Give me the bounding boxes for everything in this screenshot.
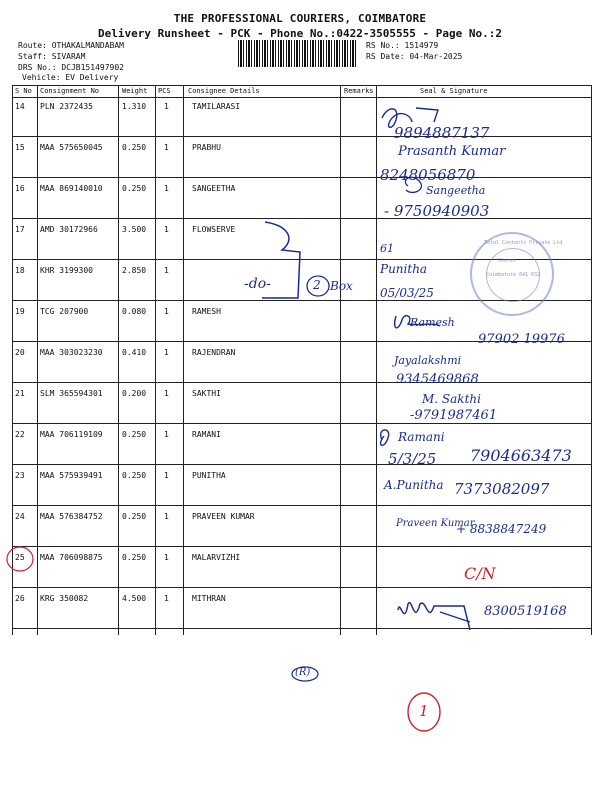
cell-consignment-no: MAA 706119109: [40, 430, 103, 439]
cell-consignment-no: AMD 30172966: [40, 225, 98, 234]
barcode: [238, 40, 358, 67]
hw-row15-name: Prasanth Kumar: [398, 144, 506, 159]
cell-pcs: 1: [164, 512, 169, 521]
cell-consignee: MITHRAN: [192, 594, 226, 603]
drs-label: DRS No.: DCJB151497902: [18, 63, 124, 72]
runsheet-subtitle: Delivery Runsheet - PCK - Phone No.:0422-3505555 - Page No.:2: [98, 27, 502, 40]
col-header-weight: Weight: [122, 87, 148, 95]
cell-consignee: PRABHU: [192, 143, 221, 152]
cell-consignee: PRAVEEN KUMAR: [192, 512, 255, 521]
cell-consignment-no: KRG 350082: [40, 594, 89, 603]
cell-pcs: 1: [164, 225, 169, 234]
col-header-consignment: Consignment No: [40, 87, 100, 95]
hw-ditto-mark: -do-: [244, 276, 271, 292]
cell-pcs: 1: [164, 348, 169, 357]
col-divider: [183, 85, 184, 635]
hw-row15-phone: 8248056870: [380, 166, 476, 184]
cell-consignment-no: KHR 3199300: [40, 266, 93, 275]
stamp-text-bottom: Coimbatore 641 032: [486, 272, 541, 278]
hw-row16-name: Sangeetha: [426, 184, 486, 197]
rs-date: RS Date: 04-Mar-2025: [366, 52, 463, 61]
col-divider: [340, 85, 341, 635]
cell-pcs: 1: [164, 430, 169, 439]
hw-row25-mark: C/N: [464, 564, 496, 583]
col-divider: [155, 85, 156, 635]
cell-weight: 0.250: [122, 184, 147, 193]
cell-consignment-no: PLN 2372435: [40, 102, 93, 111]
row-separator: [12, 587, 592, 588]
table-left-border: [12, 85, 13, 635]
cell-weight: 0.080: [122, 307, 147, 316]
cell-consignment-no: TCG 207900: [40, 307, 89, 316]
row-separator: [12, 136, 592, 137]
cell-consignee: SAKTHI: [192, 389, 221, 398]
cell-weight: 0.410: [122, 348, 147, 357]
hw-row23-name: A.Punitha: [384, 478, 444, 492]
cell-weight: 0.250: [122, 553, 147, 562]
cell-consignee: RAMANI: [192, 430, 221, 439]
cell-consignee: MALARVIZHI: [192, 553, 241, 562]
staff-label: Staff: SIVARAM: [18, 52, 86, 61]
col-header-consignee: Consignee Details: [188, 87, 260, 95]
stamp-text-top: Total Contents Private Ltd: [484, 240, 563, 246]
table-right-border: [591, 85, 592, 635]
cell-consignee: FLOWSERVE: [192, 225, 236, 234]
cell-pcs: 1: [164, 184, 169, 193]
cell-sno: 20: [15, 348, 25, 357]
row-separator: [12, 628, 592, 629]
hw-row26-phone: 8300519168: [484, 604, 567, 619]
rs-number: RS No.: 1514979: [366, 41, 439, 50]
route-label: Route: OTHAKALMANDABAM: [18, 41, 124, 50]
cell-consignee: SANGEETHA: [192, 184, 236, 193]
cell-sno: 15: [15, 143, 25, 152]
cell-consignee: RAJENDRAN: [192, 348, 236, 357]
cell-consignment-no: MAA 575650045: [40, 143, 103, 152]
cell-weight: 0.250: [122, 143, 147, 152]
row-separator: [12, 177, 592, 178]
cell-weight: 4.500: [122, 594, 147, 603]
row-separator: [12, 423, 592, 424]
hw-row24-phone: + 8838847249: [456, 522, 547, 536]
col-header-seal: Seal & Signature: [420, 87, 488, 95]
cell-weight: 0.200: [122, 389, 147, 398]
hw-row23-phone: 7373082097: [454, 480, 550, 498]
table-header-rule: [12, 97, 592, 98]
hw-row24-name: Praveen Kumar: [396, 518, 475, 529]
hw-row22-date: 5/3/25: [388, 450, 437, 468]
stamp-text-mid: Stores: [498, 258, 517, 264]
cell-sno: 23: [15, 471, 25, 480]
hw-row18-date: 05/03/25: [380, 286, 434, 300]
cell-pcs: 1: [164, 553, 169, 562]
hw-row22-phone: 7904663473: [470, 446, 572, 465]
cell-weight: 1.310: [122, 102, 147, 111]
hw-bottom-circle-number: 1: [419, 702, 429, 720]
hw-row22-name: Ramani: [398, 430, 445, 444]
hw-row21-name: M. Sakthi: [422, 392, 481, 406]
cell-weight: 0.250: [122, 512, 147, 521]
hw-row16-phone: - 9750940903: [384, 202, 490, 220]
hw-row19-phone: 97902 19976: [478, 332, 565, 347]
cell-pcs: 1: [164, 266, 169, 275]
cell-sno: 24: [15, 512, 25, 521]
cell-consignment-no: MAA 303023230: [40, 348, 103, 357]
row-separator: [12, 218, 592, 219]
row-separator: [12, 505, 592, 506]
row-separator: [12, 382, 592, 383]
cell-sno: 14: [15, 102, 25, 111]
cell-sno: 17: [15, 225, 25, 234]
col-divider: [376, 85, 377, 635]
cell-sno: 18: [15, 266, 25, 275]
row-separator: [12, 546, 592, 547]
cell-pcs: 1: [164, 102, 169, 111]
cell-consignment-no: MAA 706098875: [40, 553, 103, 562]
table-top-rule: [12, 85, 592, 86]
cell-sno: 21: [15, 389, 25, 398]
cell-consignment-no: MAA 869140010: [40, 184, 103, 193]
cell-sno: 19: [15, 307, 25, 316]
cell-weight: 0.250: [122, 430, 147, 439]
col-divider: [37, 85, 38, 635]
cell-consignee: PUNITHA: [192, 471, 226, 480]
cell-pcs: 1: [164, 307, 169, 316]
cell-consignment-no: MAA 575939491: [40, 471, 103, 480]
company-title: THE PROFESSIONAL COURIERS, COIMBATORE: [173, 12, 427, 25]
cell-pcs: 1: [164, 143, 169, 152]
hw-box-label: Box: [330, 279, 353, 293]
cell-sno: 25: [15, 553, 25, 562]
cell-consignee: RAMESH: [192, 307, 221, 316]
hw-row20-signature: Jayalakshmi: [394, 354, 462, 367]
cell-consignment-no: MAA 576384752: [40, 512, 103, 521]
col-divider: [118, 85, 119, 635]
cell-weight: 3.500: [122, 225, 147, 234]
hw-box-count: 2: [313, 278, 321, 292]
col-header-remarks: Remarks: [344, 87, 374, 95]
hw-row14-phone: 9894887137: [394, 124, 490, 142]
cell-sno: 26: [15, 594, 25, 603]
cell-sno: 16: [15, 184, 25, 193]
vehicle-label: Vehicle: EV Delivery: [22, 73, 119, 82]
hw-row19-signature: Ramesh: [410, 316, 455, 329]
col-header-sno: S No: [15, 87, 32, 95]
col-header-pcs: PCS: [158, 87, 171, 95]
cell-consignee: TAMILARASI: [192, 102, 241, 111]
cell-pcs: 1: [164, 594, 169, 603]
hw-row18-name: Punitha: [380, 262, 428, 276]
cell-pcs: 1: [164, 389, 169, 398]
cell-weight: 2.850: [122, 266, 147, 275]
cell-consignment-no: SLM 365594301: [40, 389, 103, 398]
hw-row20-phone: 9345469868: [396, 372, 479, 387]
hw-row18-number: 61: [380, 242, 394, 255]
cell-pcs: 1: [164, 471, 169, 480]
cell-sno: 22: [15, 430, 25, 439]
hw-row21-phone: -9791987461: [410, 408, 498, 423]
hw-bottom-mark: (R): [295, 667, 311, 678]
cell-weight: 0.250: [122, 471, 147, 480]
